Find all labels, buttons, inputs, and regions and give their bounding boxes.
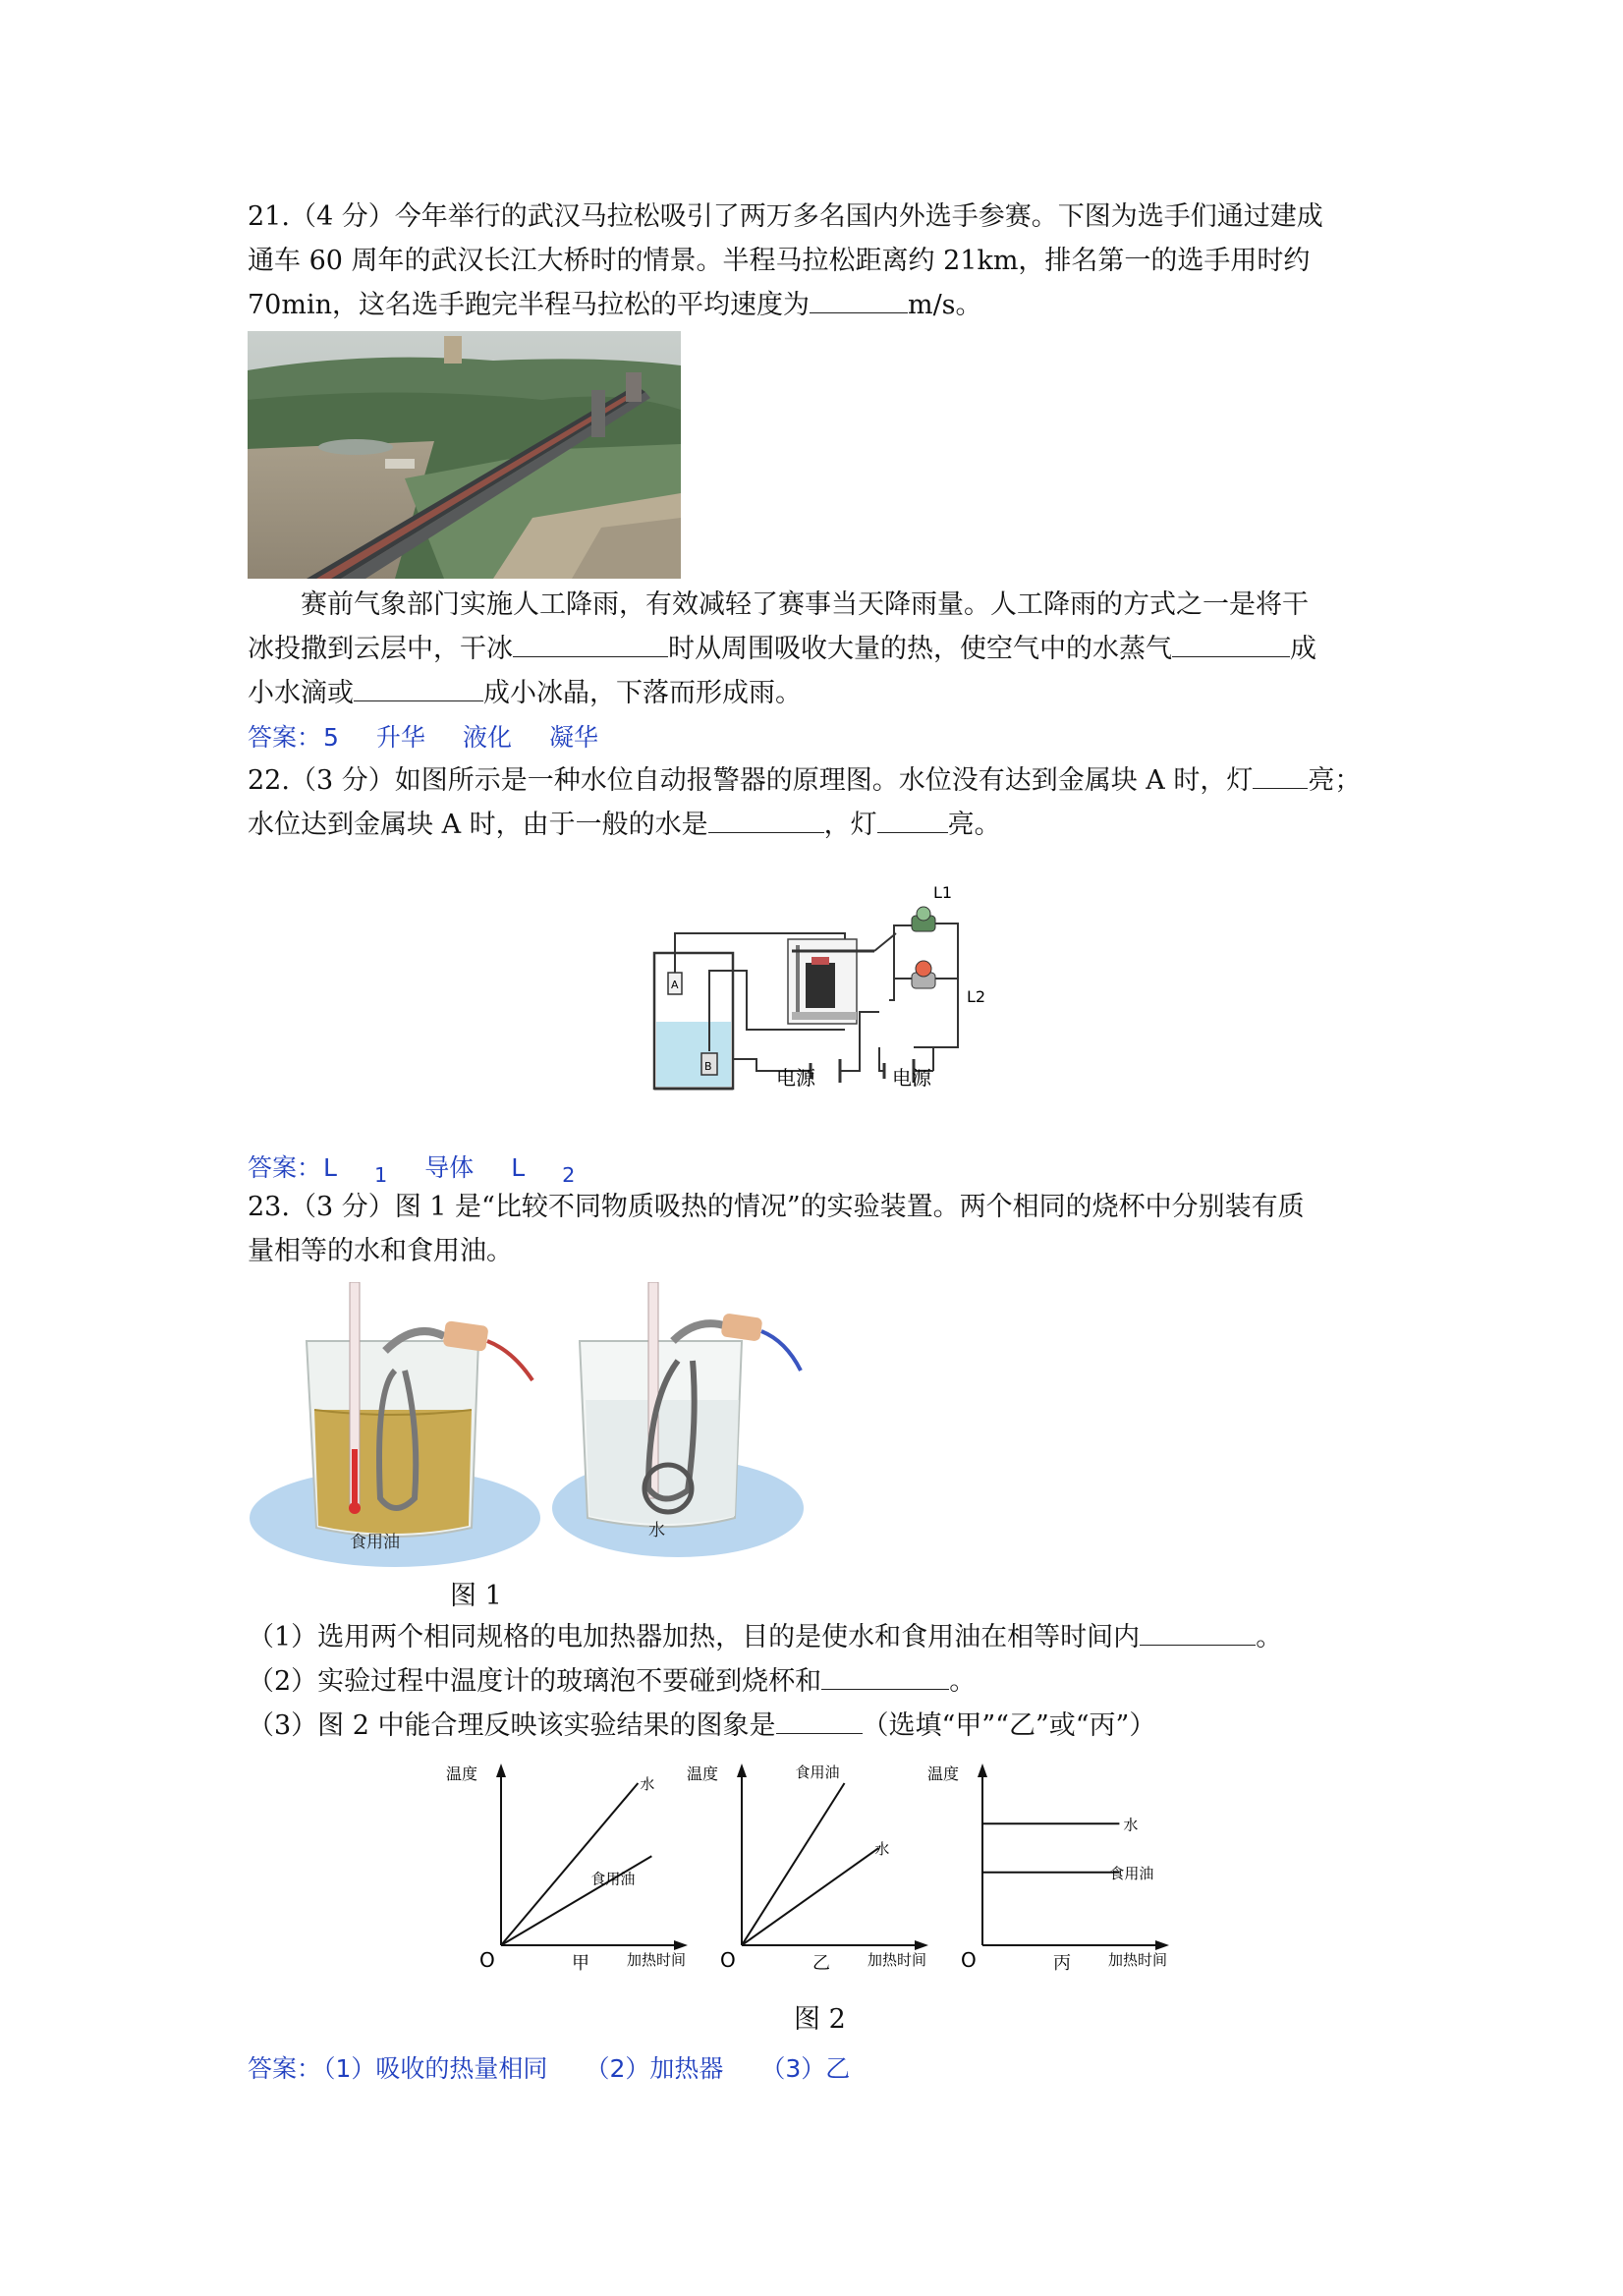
series-label: 水: [874, 1840, 890, 1858]
q21-p2-line3-a: 小水滴或: [248, 678, 354, 708]
q21-p2-line1: 赛前气象部门实施人工降雨，有效减轻了赛事当天降雨量。人工降雨的方式之一是将干: [301, 589, 1309, 620]
lamp-l2-label: L2: [967, 987, 986, 1006]
q21-stem: [248, 195, 1387, 327]
answer-item: 5: [323, 723, 339, 752]
answer-item: 导体: [424, 1153, 475, 1182]
q21-blank-liquefaction[interactable]: [1172, 629, 1290, 657]
beaker-photo-water: [550, 1282, 806, 1562]
q21-line3: [248, 283, 1387, 327]
answer-lamp: L: [323, 1153, 337, 1182]
q22-line2-b: ，灯: [823, 810, 877, 840]
answer-item: 液化: [462, 723, 512, 752]
answer-item: 升华: [375, 723, 425, 752]
q22-line1-post: 亮；: [1308, 765, 1362, 796]
figure-1-caption: 图 1: [450, 1581, 502, 1611]
q23-sub1-post: 。: [1256, 1622, 1283, 1652]
answer-item: （3）乙: [760, 2054, 851, 2083]
q21-blank-deposition[interactable]: [354, 673, 483, 701]
lamp-l2: [912, 961, 935, 988]
q23-sub2-post: 。: [949, 1666, 977, 1697]
chart-3: [927, 1764, 1169, 1974]
q22-answer: [248, 1148, 612, 1187]
electromagnetic-relay: [788, 933, 896, 1024]
q23-blank-2[interactable]: [821, 1661, 949, 1690]
q22-blank-lamp-a[interactable]: [1253, 760, 1308, 789]
q23-blank-3[interactable]: [776, 1706, 863, 1734]
q21-p2-line2-a: 冰投撒到云层中，干冰: [248, 634, 513, 664]
q21-p2-line3: [248, 671, 1387, 715]
series-line: [742, 1848, 878, 1945]
y-axis-label: 温度: [687, 1764, 719, 1783]
answer-label: 答案：: [248, 723, 322, 752]
answer-sub: 2: [562, 1163, 576, 1187]
q21-blank-speed[interactable]: [810, 285, 908, 313]
q22-line1-pre: 22.（3 分）如图所示是一种水位自动报警器的原理图。水位没有达到金属块 A 时，灯: [248, 765, 1254, 796]
q21-line1: 21.（4 分）今年举行的武汉马拉松吸引了两万多名国内外选手参赛。下图为选手们通过建成: [248, 201, 1323, 232]
q23-stem: [248, 1185, 1387, 1273]
series-label: 食用油: [590, 1870, 636, 1888]
y-axis-arrow: [496, 1764, 506, 1777]
q23-blank-1[interactable]: [1140, 1617, 1256, 1646]
bridge-photo: [248, 331, 681, 579]
chart-1: [446, 1764, 688, 1974]
chart-title: 乙: [812, 1953, 830, 1974]
photo-label-water: 水: [648, 1521, 665, 1540]
origin-label: O: [961, 1948, 977, 1972]
series-line: [501, 1783, 638, 1945]
x-axis-label: 加热时间: [627, 1951, 687, 1969]
q21-p2-line2: [248, 627, 1387, 671]
answer-item: （1）吸收的热量相同: [323, 2054, 548, 2083]
origin-label: O: [479, 1948, 495, 1972]
metal-block-a-label: A: [671, 979, 679, 991]
q21-line3-post: m/s。: [907, 290, 982, 320]
figure-2-caption: 图 2: [794, 2004, 846, 2035]
chart-title: 丙: [1053, 1953, 1071, 1974]
figure-2-charts: [442, 1759, 1189, 1994]
q22-stem: [248, 758, 1387, 847]
answer-item: [323, 1153, 388, 1187]
series-label: 食用油: [1109, 1864, 1154, 1882]
q23-sub1: [248, 1615, 1387, 1659]
series-label: 水: [640, 1775, 655, 1793]
power-source-2-label: 电源: [892, 1066, 931, 1090]
q22-line1: [248, 758, 1387, 803]
beaker-photo-oil: [248, 1282, 542, 1569]
origin-label: O: [720, 1948, 736, 1972]
x-axis-arrow: [674, 1940, 688, 1950]
q21-line2: 通车 60 周年的武汉长江大桥时的情景。半程马拉松距离约 21km，排名第一的选手用时约: [248, 246, 1311, 276]
answer-label: 答案：: [248, 1153, 322, 1182]
series-label: 食用油: [795, 1764, 840, 1781]
water: [656, 1022, 731, 1087]
water-alarm-circuit-diagram: [639, 874, 1002, 1100]
q23-line1: 23.（3 分）图 1 是“比较不同物质吸热的情况”的实验装置。两个相同的烧杯中分别装有质: [248, 1192, 1305, 1222]
answer-label: 答案：: [248, 2054, 322, 2083]
q23-sub3-post: （选填“甲”“乙”或“丙”）: [862, 1710, 1156, 1741]
q23-line2: 量相等的水和食用油。: [248, 1236, 513, 1266]
power-source-1-label: 电源: [776, 1066, 815, 1090]
series-label: 水: [1123, 1816, 1139, 1834]
q23-sub1-pre: （1）选用两个相同规格的电加热器加热，目的是使水和食用油在相等时间内: [248, 1622, 1141, 1652]
answer-sub: 1: [373, 1163, 388, 1187]
q23-sub2: [248, 1659, 1387, 1704]
y-axis-label: 温度: [446, 1764, 478, 1783]
q23-subquestions: [248, 1615, 1387, 1748]
q22-line2-c: 亮。: [947, 810, 1001, 840]
q21-paragraph2: [248, 583, 1387, 715]
answer-item: 凝华: [548, 723, 598, 752]
answer-item: （2）加热器: [585, 2054, 724, 2083]
lamp-l1: [912, 907, 935, 931]
q23-answer: [248, 2049, 887, 2085]
chart-2: [687, 1764, 928, 1974]
answer-lamp: L: [511, 1153, 526, 1182]
q21-p2-line3-b: 成小冰晶，下落而形成雨。: [483, 678, 802, 708]
q21-blank-sublimation[interactable]: [513, 629, 668, 657]
q22-blank-lamp-b[interactable]: [877, 805, 948, 833]
x-axis-label: 加热时间: [867, 1951, 927, 1969]
photo-label-oil: 食用油: [350, 1533, 400, 1552]
y-axis-arrow: [978, 1764, 987, 1777]
lamp-l1-label: L1: [933, 883, 953, 902]
x-axis-arrow: [915, 1940, 928, 1950]
q22-line2-a: 水位达到金属块 A 时，由于一般的水是: [248, 810, 708, 840]
metal-block-b-label: B: [704, 1060, 712, 1073]
series-line: [742, 1783, 845, 1945]
q23-sub3: [248, 1704, 1387, 1748]
x-axis-arrow: [1155, 1940, 1169, 1950]
q23-sub2-pre: （2）实验过程中温度计的玻璃泡不要碰到烧杯和: [248, 1666, 822, 1697]
y-axis-arrow: [737, 1764, 747, 1777]
q21-line3-pre: 70min，这名选手跑完半程马拉松的平均速度为: [248, 290, 810, 320]
x-axis-label: 加热时间: [1108, 1951, 1168, 1969]
q21-p2-line2-b: 时从周围吸收大量的热，使空气中的水蒸气: [668, 634, 1172, 664]
y-axis-label: 温度: [927, 1764, 960, 1783]
q21-answer: [248, 718, 636, 754]
q21-p2-line2-c: 成: [1290, 634, 1316, 664]
q22-blank-conductor[interactable]: [708, 805, 824, 833]
q22-line2: [248, 803, 1387, 847]
answer-item: [511, 1153, 576, 1187]
q23-sub3-pre: （3）图 2 中能合理反映该实验结果的图象是: [248, 1710, 776, 1741]
chart-title: 甲: [572, 1953, 589, 1974]
